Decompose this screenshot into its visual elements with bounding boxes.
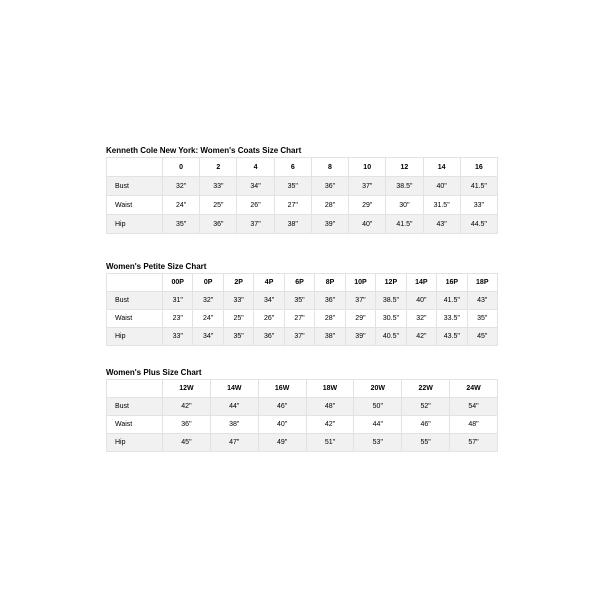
table-cell: 25": [223, 310, 253, 328]
table-cell: 44": [210, 398, 258, 416]
table-cell: 29": [345, 310, 375, 328]
table-cell: 35": [163, 215, 200, 234]
table-cell: 36": [254, 328, 284, 346]
table-cell: 33": [460, 196, 497, 215]
table-cell: 28": [311, 196, 348, 215]
table-cell: 36": [311, 177, 348, 196]
size-header: 14P: [406, 274, 436, 292]
size-header: 4P: [254, 274, 284, 292]
table-cell: 43.5": [437, 328, 467, 346]
size-header: 8P: [315, 274, 345, 292]
table-cell: 47": [210, 434, 258, 452]
table-cell: 31": [163, 292, 193, 310]
table-cell: 33.5": [437, 310, 467, 328]
row-label: Bust: [107, 292, 163, 310]
table-cell: 24": [163, 196, 200, 215]
row-label: Hip: [107, 328, 163, 346]
coats-size-chart: [106, 144, 498, 234]
table-cell: 50": [354, 398, 402, 416]
table-cell: 39": [345, 328, 375, 346]
petite-size-chart: [106, 260, 498, 346]
plus-size-table: [106, 379, 498, 452]
table-cell: 30": [386, 196, 423, 215]
table-row: [107, 292, 498, 310]
table-cell: 40": [258, 416, 306, 434]
petite-size-table: [106, 273, 498, 346]
size-header: 16P: [437, 274, 467, 292]
table-cell: 36": [315, 292, 345, 310]
table-cell: 26": [237, 196, 274, 215]
size-header: 14W: [210, 380, 258, 398]
table-cell: 41.5": [437, 292, 467, 310]
row-label: Bust: [107, 398, 163, 416]
table-cell: 31.5": [423, 196, 460, 215]
table-cell: 42": [163, 398, 211, 416]
table-cell: 54": [450, 398, 498, 416]
row-label: Waist: [107, 416, 163, 434]
table-cell: 37": [237, 215, 274, 234]
table-cell: 44.5": [460, 215, 497, 234]
size-header: 14: [423, 158, 460, 177]
size-header: 24W: [450, 380, 498, 398]
table-cell: 33": [200, 177, 237, 196]
plus-size-chart: [106, 366, 498, 452]
table-cell: 35": [223, 328, 253, 346]
table-cell: 38": [210, 416, 258, 434]
table-cell: 25": [200, 196, 237, 215]
table-cell: 33": [223, 292, 253, 310]
size-header: 12: [386, 158, 423, 177]
plus-chart-title: Women's Plus Size Chart: [106, 368, 202, 377]
size-header: 2P: [223, 274, 253, 292]
size-header: 12W: [163, 380, 211, 398]
size-header: 18W: [306, 380, 354, 398]
table-row: [107, 434, 498, 452]
table-cell: 27": [274, 196, 311, 215]
table-cell: 32": [406, 310, 436, 328]
table-cell: 35": [467, 310, 497, 328]
table-row: [107, 398, 498, 416]
table-cell: 40": [406, 292, 436, 310]
size-header: 20W: [354, 380, 402, 398]
size-header: 22W: [402, 380, 450, 398]
size-header: 0: [163, 158, 200, 177]
table-row: [107, 328, 498, 346]
table-cell: 34": [237, 177, 274, 196]
table-row: [107, 215, 498, 234]
table-cell: 30.5": [376, 310, 406, 328]
row-label: Hip: [107, 215, 163, 234]
header-row: [107, 274, 498, 292]
size-header: 6P: [284, 274, 314, 292]
table-cell: 32": [163, 177, 200, 196]
table-cell: 39": [311, 215, 348, 234]
table-cell: 37": [345, 292, 375, 310]
row-label: Hip: [107, 434, 163, 452]
table-cell: 35": [284, 292, 314, 310]
table-cell: 36": [200, 215, 237, 234]
table-row: [107, 196, 498, 215]
size-header: 10: [349, 158, 386, 177]
table-cell: 44": [354, 416, 402, 434]
table-cell: 46": [258, 398, 306, 416]
table-cell: 34": [254, 292, 284, 310]
table-cell: 43": [423, 215, 460, 234]
table-cell: 32": [193, 292, 223, 310]
table-cell: 34": [193, 328, 223, 346]
table-cell: 45": [163, 434, 211, 452]
table-cell: 26": [254, 310, 284, 328]
size-header: 12P: [376, 274, 406, 292]
table-cell: 36": [163, 416, 211, 434]
table-cell: 28": [315, 310, 345, 328]
header-row: [107, 158, 498, 177]
size-header: 6: [274, 158, 311, 177]
size-header: 16: [460, 158, 497, 177]
table-cell: 27": [284, 310, 314, 328]
size-header: 4: [237, 158, 274, 177]
table-cell: 37": [284, 328, 314, 346]
table-cell: 37": [349, 177, 386, 196]
header-corner: [107, 158, 163, 177]
table-cell: 57": [450, 434, 498, 452]
table-cell: 51": [306, 434, 354, 452]
row-label: Bust: [107, 177, 163, 196]
coats-chart-title: Kenneth Cole New York: Women's Coats Size Chart: [106, 146, 302, 155]
table-cell: 38": [274, 215, 311, 234]
header-row: [107, 380, 498, 398]
table-cell: 33": [163, 328, 193, 346]
table-cell: 38": [315, 328, 345, 346]
table-cell: 38.5": [376, 292, 406, 310]
table-cell: 35": [274, 177, 311, 196]
coats-size-table: [106, 157, 498, 234]
table-cell: 40": [423, 177, 460, 196]
size-header: 2: [200, 158, 237, 177]
table-cell: 40": [349, 215, 386, 234]
table-cell: 48": [306, 398, 354, 416]
table-cell: 24": [193, 310, 223, 328]
table-cell: 48": [450, 416, 498, 434]
table-cell: 52": [402, 398, 450, 416]
table-cell: 49": [258, 434, 306, 452]
table-cell: 29": [349, 196, 386, 215]
table-cell: 55": [402, 434, 450, 452]
header-corner: [107, 274, 163, 292]
table-row: [107, 177, 498, 196]
table-cell: 45": [467, 328, 497, 346]
petite-chart-title: Women's Petite Size Chart: [106, 262, 207, 271]
size-header: 8: [311, 158, 348, 177]
size-header: 10P: [345, 274, 375, 292]
table-cell: 46": [402, 416, 450, 434]
table-row: [107, 310, 498, 328]
table-cell: 42": [406, 328, 436, 346]
table-row: [107, 416, 498, 434]
row-label: Waist: [107, 310, 163, 328]
table-cell: 53": [354, 434, 402, 452]
header-corner: [107, 380, 163, 398]
table-cell: 41.5": [386, 215, 423, 234]
size-header: 18P: [467, 274, 497, 292]
table-cell: 23": [163, 310, 193, 328]
table-cell: 43": [467, 292, 497, 310]
size-header: 0P: [193, 274, 223, 292]
row-label: Waist: [107, 196, 163, 215]
size-header: 00P: [163, 274, 193, 292]
table-cell: 42": [306, 416, 354, 434]
table-cell: 38.5": [386, 177, 423, 196]
table-cell: 40.5": [376, 328, 406, 346]
size-header: 16W: [258, 380, 306, 398]
table-cell: 41.5": [460, 177, 497, 196]
